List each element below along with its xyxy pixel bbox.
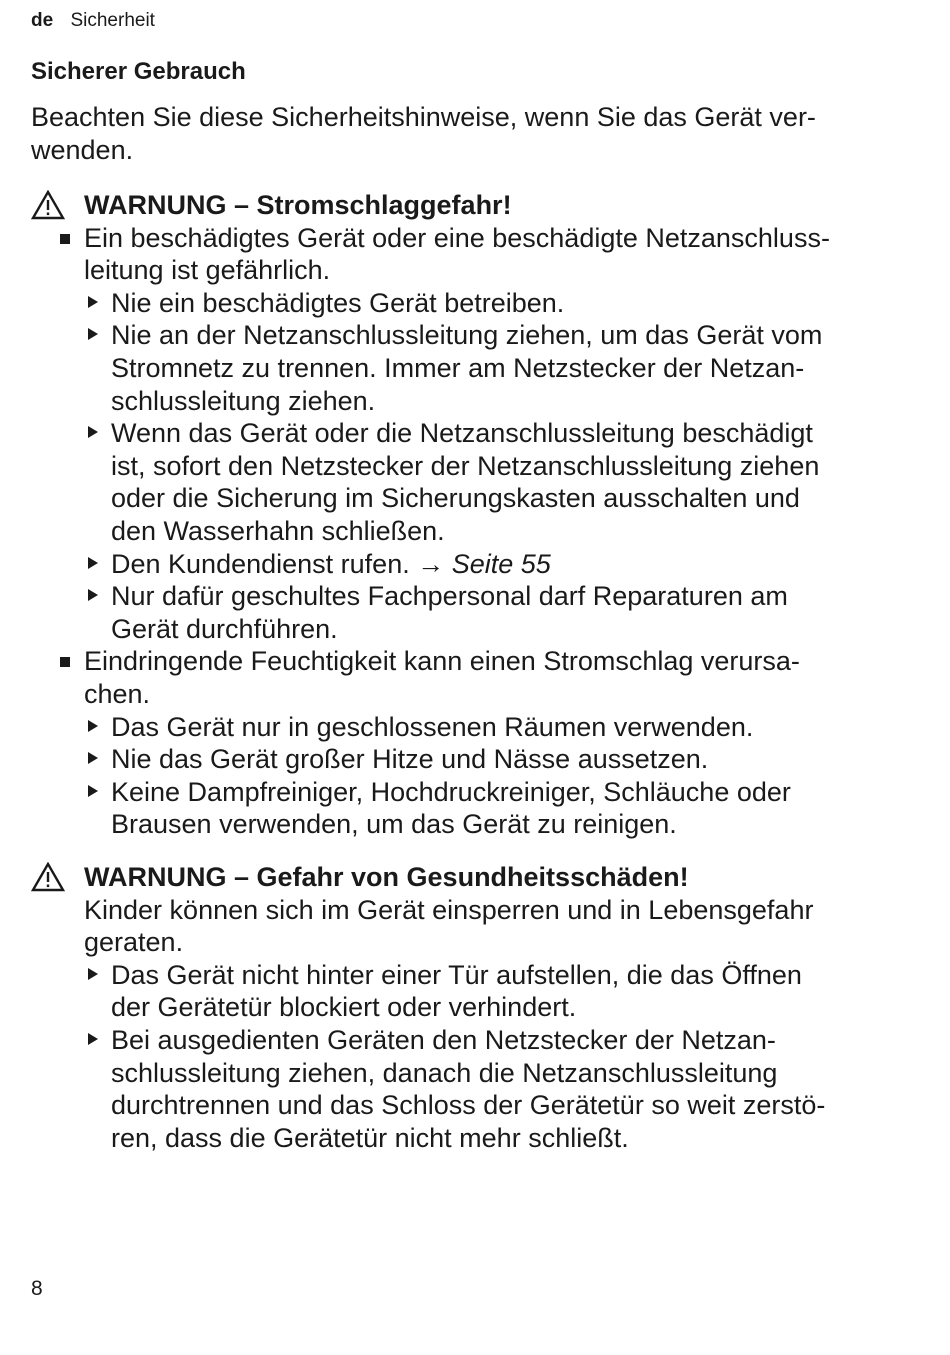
page-header: [31, 9, 155, 33]
step-arrow-icon: [88, 968, 98, 980]
instruction-step: Wenn das Gerät oder die Netzanschlussleitung beschädigt ist, sofort den Netzstecker der Netzanschlussleitung ziehen oder die Sicherung im Sicherungskasten ausschalten und den Wasserhahn schließen.: [31, 417, 911, 547]
hazard-bullet: Ein beschädigtes Gerät oder eine beschädigte Netzanschluss- leitung ist gefährlich.: [31, 222, 911, 287]
bullet-square-icon: [60, 657, 70, 667]
step-arrow-icon: [88, 296, 98, 308]
step-arrow-icon: [88, 752, 98, 764]
warning-triangle-icon: [31, 862, 65, 892]
instruction-step: Nie das Gerät großer Hitze und Nässe aussetzen.: [31, 743, 911, 776]
warning-heading: WARNUNG – Stromschlaggefahr!: [31, 189, 911, 222]
warning-health-hazard: [31, 861, 911, 1154]
instruction-step: Keine Dampfreiniger, Hochdruckreiniger, Schläuche oder Brausen verwenden, um das Gerät zu reinigen.: [31, 776, 911, 841]
page-number: 8: [31, 1277, 43, 1300]
section-name: Sicherheit: [70, 10, 155, 31]
warning-description: Kinder können sich im Gerät einsperren und in Lebensgefahr geraten.: [84, 894, 814, 958]
instruction-step: Nie ein beschädigtes Gerät betreiben.: [31, 287, 911, 320]
section-title: Sicherer Gebrauch: [31, 58, 246, 85]
cross-reference-arrow: →: [417, 548, 445, 579]
step-arrow-icon: [88, 720, 98, 732]
instruction-step: Das Gerät nicht hinter einer Tür aufstellen, die das Öffnen der Gerätetür blockiert oder verhindert.: [31, 959, 911, 1024]
warning-triangle-icon: [31, 190, 65, 220]
page-reference-link[interactable]: Seite 55: [451, 548, 551, 579]
instruction-step: Bei ausgedienten Geräten den Netzstecker der Netzan- schlussleitung ziehen, danach die Netzanschlussleitung durchtrennen und das Schloss der Gerätetür so weit zerstö- ren, dass die Gerätetür nicht mehr schließt.: [31, 1024, 911, 1154]
step-arrow-icon: [88, 589, 98, 601]
step-arrow-icon: [88, 1033, 98, 1045]
step-arrow-icon: [88, 328, 98, 340]
step-arrow-icon: [88, 557, 98, 569]
warning-heading: WARNUNG – Gefahr von Gesundheitsschäden!: [31, 861, 911, 894]
instruction-step: Das Gerät nur in geschlossenen Räumen verwenden.: [31, 711, 911, 744]
warning-electric-shock: [31, 189, 911, 841]
intro-text: Beachten Sie diese Sicherheitshinweise, wenn Sie das Gerät ver- wenden.: [31, 102, 816, 165]
bullet-square-icon: [60, 234, 70, 244]
instruction-step: Nur dafür geschultes Fachpersonal darf Reparaturen am Gerät durchführen.: [31, 580, 911, 645]
instruction-step: Den Kundendienst rufen. → Seite 55: [31, 548, 911, 581]
instruction-step: Nie an der Netzanschlussleitung ziehen, um das Gerät vom Stromnetz zu trennen. Immer am Netzstecker der Netzan- schlussleitung ziehen.: [31, 319, 911, 417]
hazard-bullet: Eindringende Feuchtigkeit kann einen Stromschlag verursa- chen.: [31, 645, 911, 710]
step-arrow-icon: [88, 426, 98, 438]
step-arrow-icon: [88, 785, 98, 797]
language-code: de: [31, 10, 54, 31]
